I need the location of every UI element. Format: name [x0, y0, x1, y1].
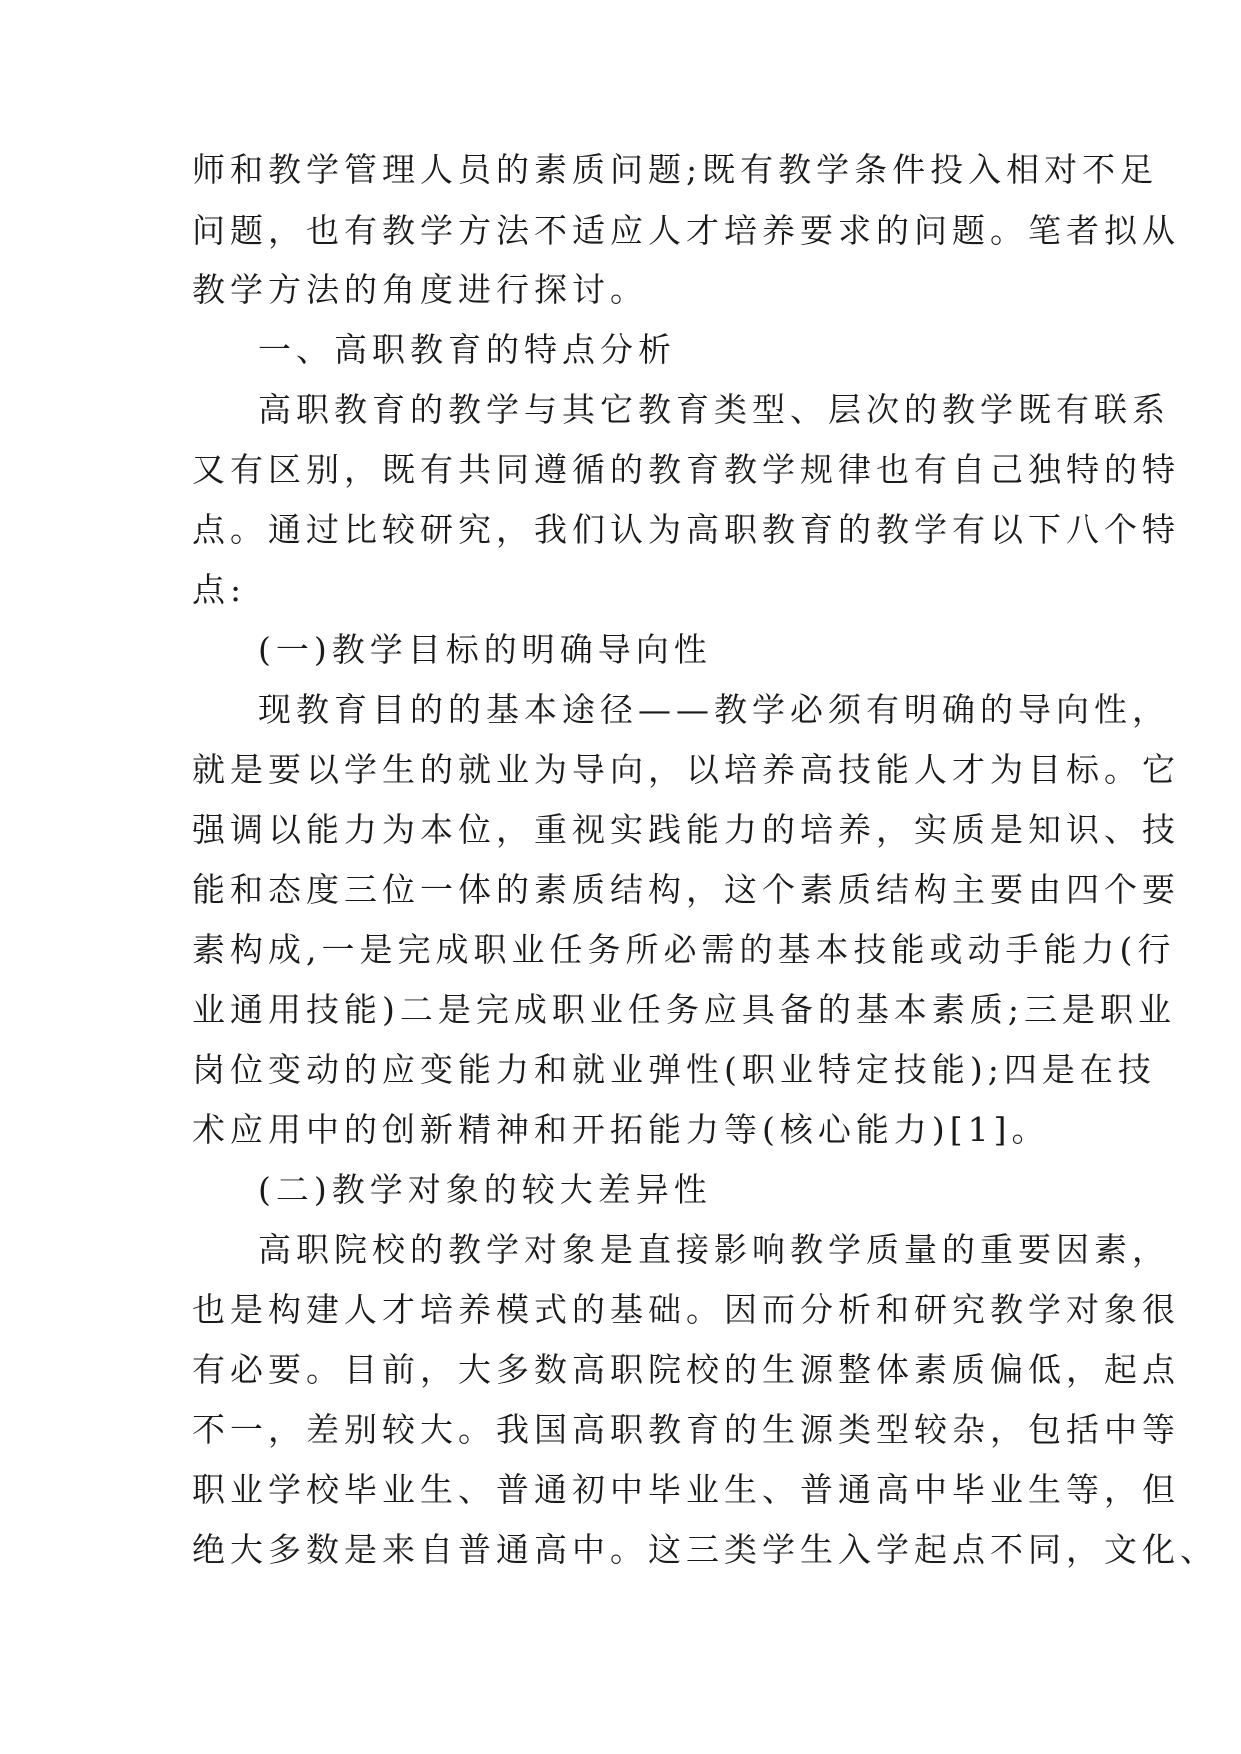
paragraph-first-line: 高职院校的教学对象是直接影响教学质量的重要因素，: [258, 1230, 1170, 1269]
text-line: 业通用技能)二是完成职业任务应具备的基本素质;三是职业: [192, 990, 1176, 1029]
text-line: 职业学校毕业生、普通初中毕业生、普通高中毕业生等，但: [192, 1470, 1180, 1509]
paragraph-first-line: 高职教育的教学与其它教育类型、层次的教学既有联系: [258, 390, 1170, 429]
text-line: 术应用中的创新精神和开拓能力等(核心能力)[1]。: [192, 1110, 1050, 1149]
text-line: 就是要以学生的就业为导向，以培养高技能人才为目标。它: [192, 750, 1180, 789]
text-line: 问题，也有教学方法不适应人才培养要求的问题。笔者拟从: [192, 211, 1180, 250]
text-line: 点:: [192, 570, 247, 609]
text-line: 岗位变动的应变能力和就业弹性(职业特定技能);四是在技: [192, 1050, 1156, 1089]
text-line: 有必要。目前，大多数高职院校的生源整体素质偏低，起点: [192, 1350, 1180, 1389]
paragraph-first-line: 现教育目的的基本途径——教学必须有明确的导向性，: [258, 690, 1170, 729]
subsection-heading: (一)教学目标的明确导向性: [258, 630, 712, 669]
text-line: 点。通过比较研究，我们认为高职教育的教学有以下八个特: [192, 510, 1180, 549]
text-line: 强调以能力为本位，重视实践能力的培养，实质是知识、技: [192, 810, 1180, 849]
subsection-heading: (二)教学对象的较大差异性: [258, 1170, 712, 1209]
text-line: 又有区别，既有共同遵循的教育教学规律也有自己独特的特: [192, 450, 1180, 489]
text-line: 绝大多数是来自普通高中。这三类学生入学起点不同，文化、: [192, 1530, 1218, 1569]
text-line: 师和教学管理人员的素质问题;既有教学条件投入相对不足: [192, 150, 1159, 189]
text-line: 也是构建人才培养模式的基础。因而分析和研究教学对象很: [192, 1290, 1180, 1329]
text-line: 不一，差别较大。我国高职教育的生源类型较杂，包括中等: [192, 1410, 1180, 1449]
text-line: 素构成,一是完成职业任务所必需的基本技能或动手能力(行: [192, 930, 1176, 969]
text-line: 能和态度三位一体的素质结构，这个素质结构主要由四个要: [192, 870, 1180, 909]
text-line: 教学方法的角度进行探讨。: [192, 270, 648, 309]
section-heading: 一、高职教育的特点分析: [258, 330, 676, 369]
